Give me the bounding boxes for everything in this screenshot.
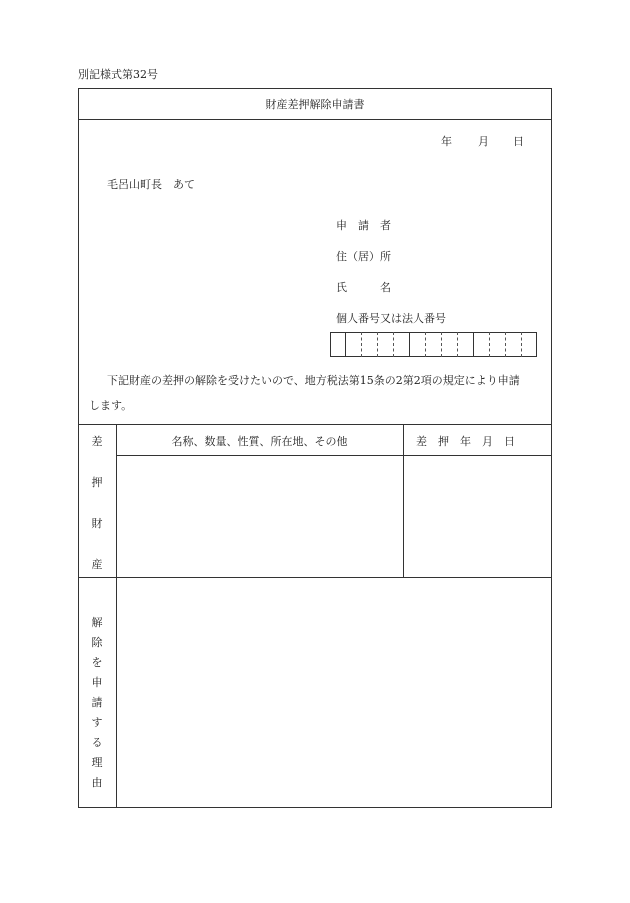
reason-label-char: 理 (91, 756, 103, 769)
id-group-separator (473, 332, 474, 357)
table-header-divider (116, 455, 552, 456)
reason-label-char: 除 (91, 636, 103, 649)
applicant-id-label: 個人番号又は法人番号 (336, 312, 446, 325)
title-divider (78, 119, 552, 120)
id-digit-separator (489, 332, 490, 357)
body-text-line2: します。 (89, 399, 133, 412)
reason-label-char: 請 (91, 696, 103, 709)
id-digit-separator (361, 332, 362, 357)
id-digit-separator (505, 332, 506, 357)
id-digit-separator (393, 332, 394, 357)
date-month-label: 月 (478, 135, 489, 148)
applicant-name-label: 氏 名 (336, 281, 391, 294)
reason-label-char: す (91, 716, 103, 729)
side-label-char: 差 (91, 435, 103, 448)
col-description-header: 名称、数量、性質、所在地、その他 (171, 435, 348, 448)
reason-label-char: 申 (91, 676, 103, 689)
body-text-line1: 下記財産の差押の解除を受けたいので、地方税法第15条の2第2項の規定により申請 (107, 374, 520, 387)
addressee: 毛呂山町長 あて (107, 178, 195, 191)
col-date-header: 差 押 年 月 日 (416, 435, 515, 448)
reason-label-char: 由 (91, 776, 103, 789)
id-digit-separator (345, 332, 346, 357)
side-label-char: 財 (91, 517, 103, 530)
table-label-column-divider (116, 424, 117, 808)
id-digit-separator (457, 332, 458, 357)
applicant-address-label: 住（居）所 (336, 250, 391, 263)
property-description-cell[interactable] (118, 457, 401, 575)
form-title: 財産差押解除申請書 (265, 98, 365, 111)
form-number: 別記様式第32号 (78, 68, 158, 81)
id-digit-separator (521, 332, 522, 357)
applicant-heading: 申 請 者 (336, 219, 391, 232)
seizure-date-cell[interactable] (405, 457, 550, 575)
reason-label-char: を (91, 656, 103, 669)
reason-label-char: る (91, 736, 103, 749)
side-label-char: 産 (91, 558, 103, 571)
reason-label-char: 解 (91, 616, 103, 629)
table-section-divider (78, 577, 552, 578)
table-top-divider (78, 424, 552, 425)
table-date-column-divider (403, 424, 404, 577)
date-year-label: 年 (441, 135, 452, 148)
reason-cell[interactable] (118, 579, 550, 806)
id-digit-separator (425, 332, 426, 357)
id-digit-separator (441, 332, 442, 357)
date-day-label: 日 (513, 135, 524, 148)
id-group-separator (409, 332, 410, 357)
id-digit-separator (377, 332, 378, 357)
side-label-char: 押 (91, 476, 103, 489)
